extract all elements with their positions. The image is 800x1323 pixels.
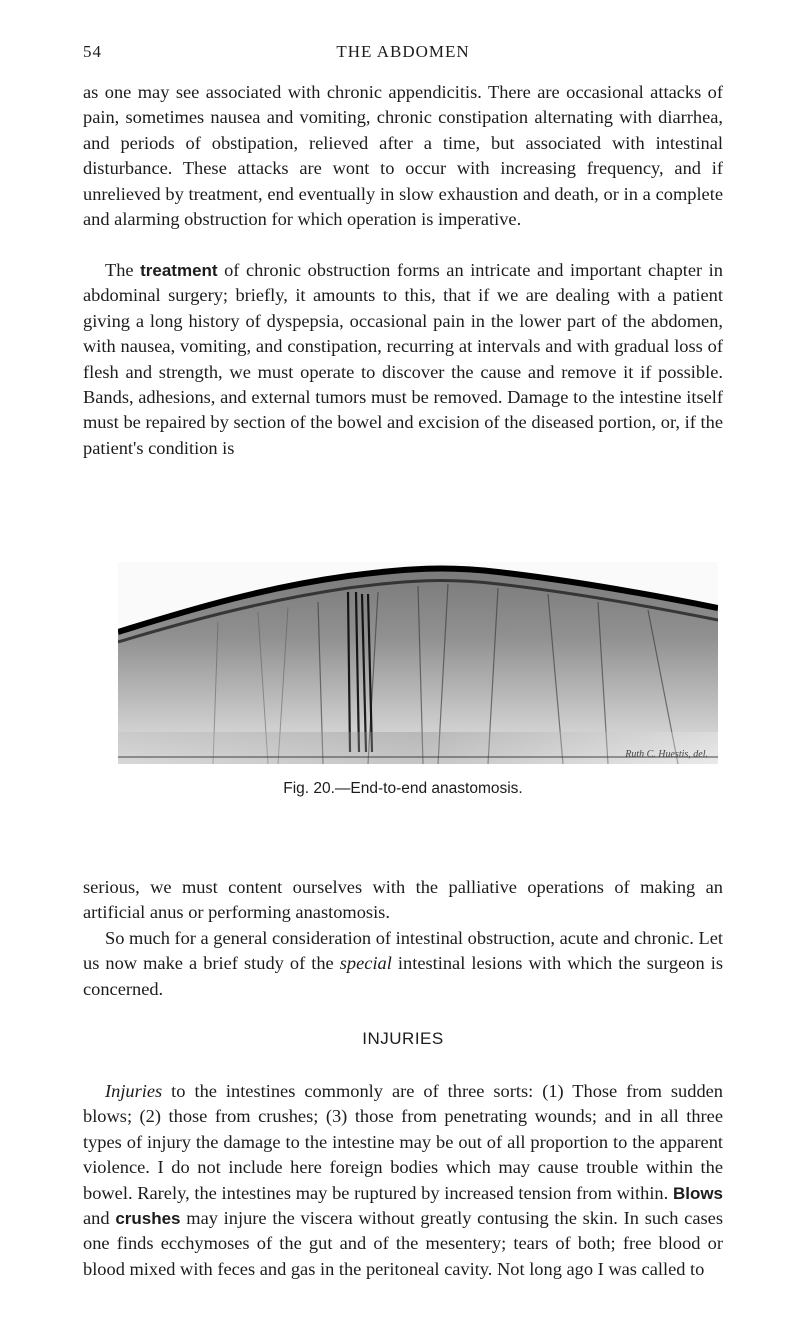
figure-caption: Fig. 20.—End-to-end anastomosis.: [283, 780, 523, 797]
intestine-drawing: [118, 562, 718, 764]
paragraph-text: So much for a general consideration of intestinal obstruction, acute and chronic. Let us now make a brief study of the: [83, 928, 723, 974]
paragraph-text: intestinal lesions with which the surgeon is concerned.: [83, 953, 723, 999]
paragraph-text: of chronic obstruction forms an intricate and important chapter in abdominal surgery; briefly, it amounts to this, that if we are dealing with a patient giving a long history of dyspepsia, occasional pain in the lower part of the abdomen, with nausea, vomiting, and constipation, recurring at intervals and with gradual loss of flesh and strength, we must operate to discover the cause and remove it if possible. Bands, adhesions, and external tumors must be removed. Damage to the intestine itself must be repaired by section of the bowel and excision of the diseased portion, or, if the patient's condition is: [83, 260, 723, 458]
italic-term-special: special: [339, 953, 392, 974]
running-title: THE ABDOMEN: [336, 42, 470, 61]
anastomosis-illustration: [118, 562, 718, 764]
italic-term-injuries: Injuries: [105, 1081, 163, 1101]
paragraph-injuries: [83, 1079, 723, 1282]
paragraph-special-lesions: [83, 926, 723, 1002]
bold-term-crushes: crushes: [115, 1209, 181, 1229]
paragraph-text: may injure the viscera without greatly contusing the skin. In such cases one finds ecchymoses of the gut and of the mesentery; tears of both; free blood or blood mixed with feces and gas in the peritoneal cavity. Not long ago I was called to: [83, 1208, 723, 1279]
paragraph-treatment: [83, 258, 723, 461]
paragraph-text: The: [105, 260, 141, 280]
paragraph-chronic-appendicitis: as one may see associated with chronic appendicitis. There are occasional attacks of pain, sometimes nausea and vomiting, chronic constipation alternating with diarrhea, and periods of obstipation, relieved after a time, but associated with intestinal disturbance. These attacks are wont to occur with increasing frequency, and if unrelieved by treatment, end eventually in slow exhaustion and death, or in a complete and alarming obstruction for which operation is imperative.: [83, 82, 723, 230]
illustrator-signature: Ruth C. Huestis, del.: [625, 749, 708, 760]
bold-term-blows: Blows: [672, 1183, 723, 1203]
paragraph-palliative: serious, we must content ourselves with the palliative operations of making an artificial anus or performing anastomosis.: [83, 877, 723, 923]
page-number: 54: [83, 42, 102, 61]
paragraph-text: to the intestines commonly are of three sorts: (1) Those from sudden blows; (2) those from crushes; (3) those from penetrating wounds; and in all three types of injury the damage to the intestine may be out of all proportion to the apparent violence. I do not include here foreign bodies which may cause trouble within the bowel. Rarely, the intestines may be ruptured by increased tension from within.: [83, 1081, 723, 1203]
bold-term-treatment: treatment: [140, 261, 218, 280]
running-header: [83, 42, 723, 70]
section-heading: INJURIES: [362, 1029, 444, 1048]
paragraph-text: and: [83, 1208, 116, 1229]
